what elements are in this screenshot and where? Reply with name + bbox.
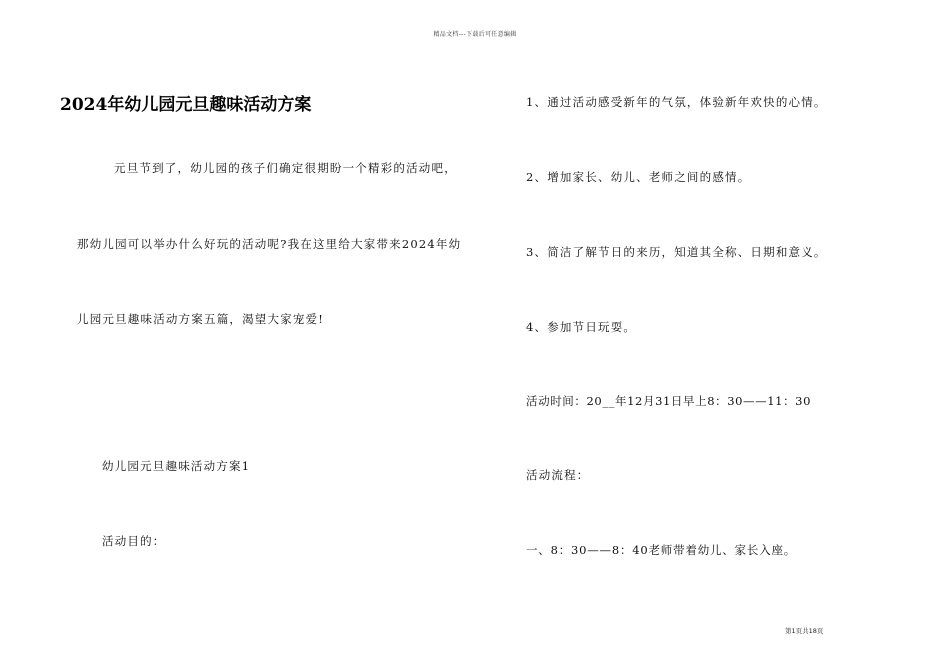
goal-item-4: 4、参加节日玩耍。 — [526, 320, 637, 334]
header-note: 精品文档---下载后可任意编辑 — [433, 31, 517, 38]
intro-line-2: 那幼儿园可以举办什么好玩的活动呢?我在这里给大家带来2024年幼 — [77, 237, 462, 251]
goal-item-2: 2、增加家长、幼儿、老师之间的感情。 — [526, 170, 751, 184]
intro-line-3: 儿园元旦趣味活动方案五篇，渴望大家宠爱! — [77, 312, 325, 326]
document-title: 2024年幼儿园元旦趣味活动方案 — [60, 95, 312, 115]
purpose-label: 活动目的： — [102, 534, 166, 548]
intro-line-1: 元旦节到了，幼儿园的孩子们确定很期盼一个精彩的活动吧， — [114, 161, 457, 175]
page-number: 第1页共18页 — [785, 627, 824, 635]
process-step-1: 一、8：30——8：40老师带着幼儿、家长入座。 — [526, 543, 797, 557]
goal-item-1: 1、通过活动感受新年的气氛，体验新年欢快的心情。 — [526, 95, 827, 109]
goal-item-3: 3、简洁了解节日的来历，知道其全称、日期和意义。 — [526, 245, 827, 259]
activity-time: 活动时间：20__年12月31日早上8：30——11：30 — [526, 394, 812, 408]
section-heading: 幼儿园元旦趣味活动方案1 — [102, 459, 251, 473]
process-label: 活动流程： — [526, 468, 590, 482]
